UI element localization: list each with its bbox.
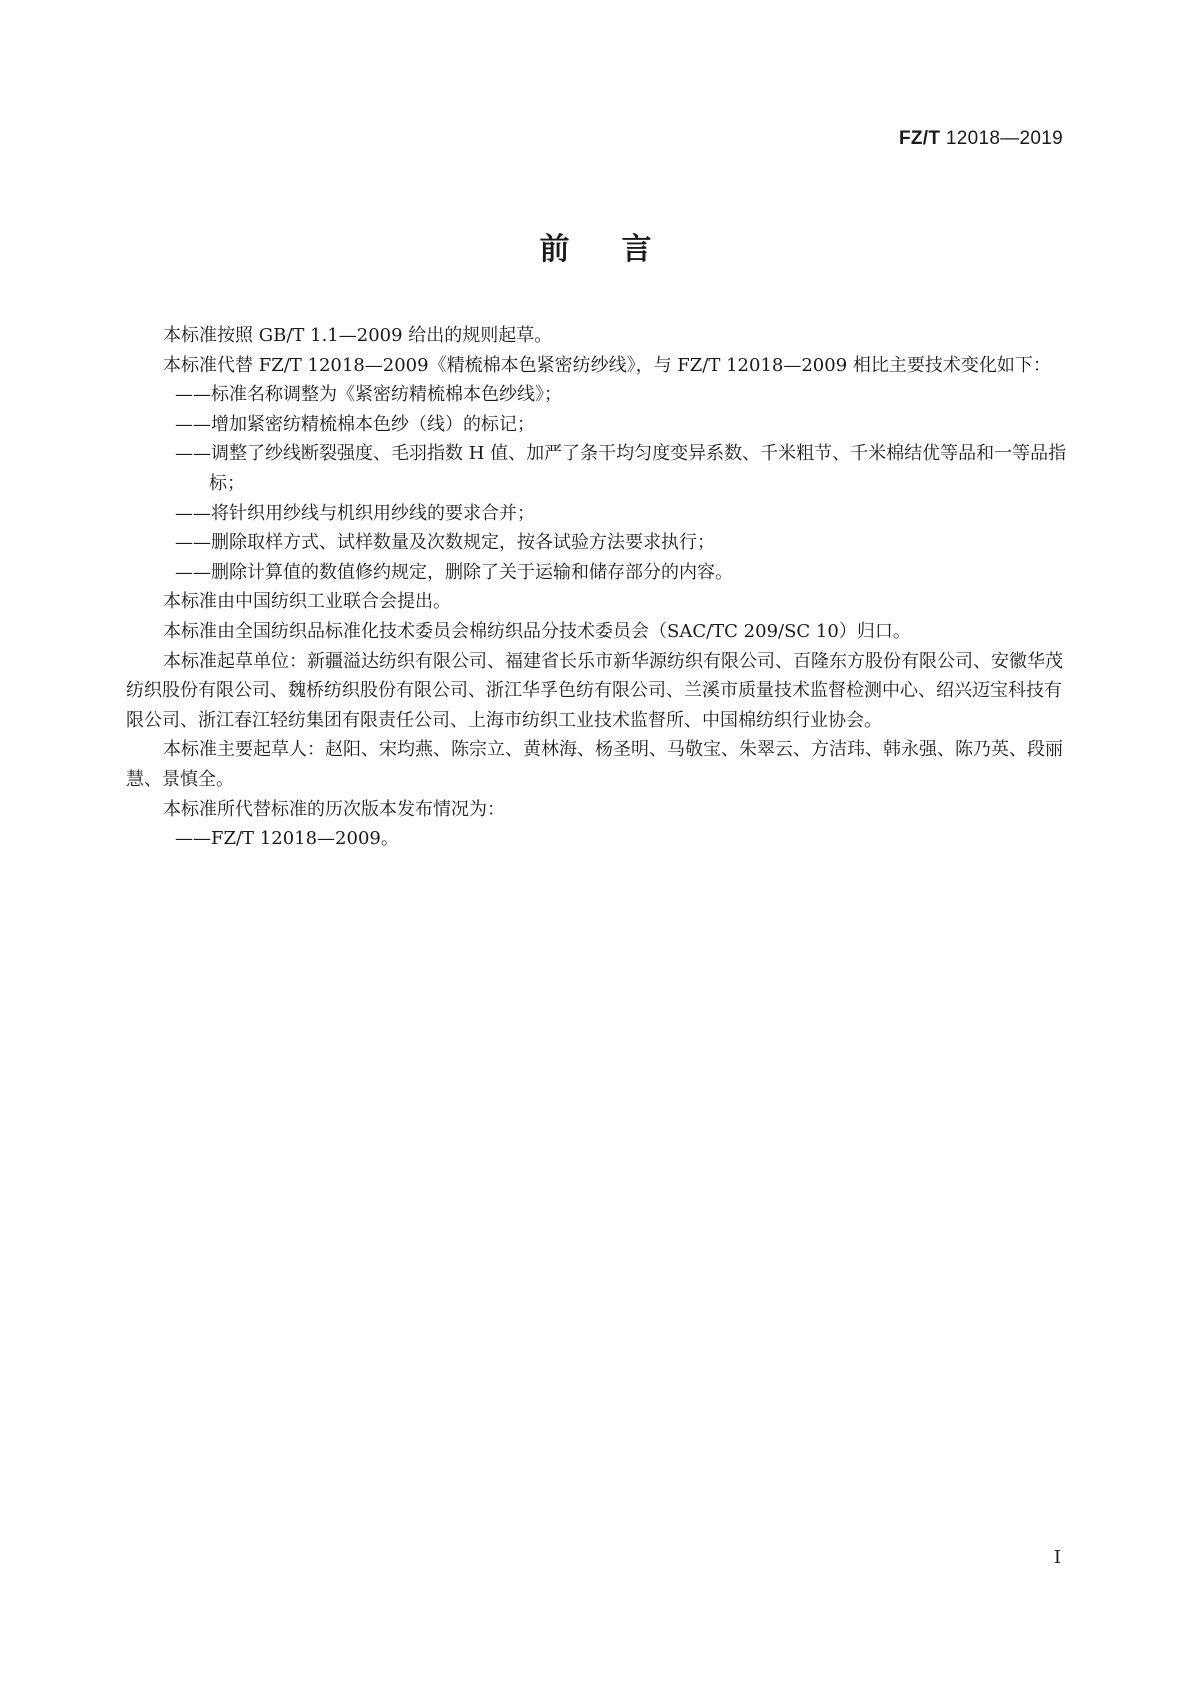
standard-code-prefix: FZ/T [899, 128, 941, 149]
paragraph-proposer: 本标准由中国纺织工业联合会提出。 [163, 591, 451, 613]
paragraph-administration: 本标准由全国纺织品标准化技术委员会棉纺织品分技术委员会（SAC/TC 209/SC 10）归口。 [163, 620, 911, 642]
standard-code-number: 12018—2019 [945, 128, 1063, 149]
standard-code [899, 128, 1063, 150]
history-item: ——FZ/T 12018—2009。 [175, 828, 399, 850]
change-item: ——标准名称调整为《紧密纺精梳棉本色纱线》； [175, 384, 562, 406]
paragraph-history-intro: 本标准所代替标准的历次版本发布情况为： [163, 798, 505, 820]
change-item: ——将针织用纱线与机织用纱线的要求合并； [175, 502, 535, 524]
foreword-body [126, 321, 1068, 854]
change-item: ——增加紧密纺精梳棉本色纱（线）的标记； [175, 413, 535, 435]
page-number: I [1053, 1547, 1061, 1568]
page-title: 前言 [539, 232, 704, 267]
paragraph-replacement: 本标准代替 FZ/T 12018—2009《精梳棉本色紧密纺纱线》，与 FZ/T 12018—2009 相比主要技术变化如下： [163, 354, 1051, 376]
paragraph-drafting-rules: 本标准按照 GB/T 1.1—2009 给出的规则起草。 [163, 325, 553, 346]
paragraph-drafting-units: 本标准起草单位：新疆溢达纺织有限公司、福建省长乐市新华源纺织有限公司、百隆东方股份有限公司、安徽华茂纺织股份有限公司、魏桥纺织股份有限公司、浙江华孚色纺有限公司、兰溪市质量技术监督检测中心、绍兴迈宝科技有限公司、浙江春江轻纺集团有限责任公司、上海市纺织工业技术监督所、中国棉纺织行业协会。 [126, 650, 1063, 731]
change-item: ——调整了纱线断裂强度、毛羽指数 H 值、加严了条干均匀度变异系数、千米粗节、千米棉结优等品和一等品指标； [175, 443, 1067, 494]
paragraph-drafters: 本标准主要起草人：赵阳、宋均燕、陈宗立、黄林海、杨圣明、马敬宝、朱翠云、方洁玮、韩永强、陈乃英、段丽慧、景慎全。 [126, 739, 1063, 790]
change-item: ——删除计算值的数值修约规定，删除了关于运输和储存部分的内容。 [175, 561, 733, 583]
change-item: ——删除取样方式、试样数量及次数规定，按各试验方法要求执行； [175, 532, 715, 554]
